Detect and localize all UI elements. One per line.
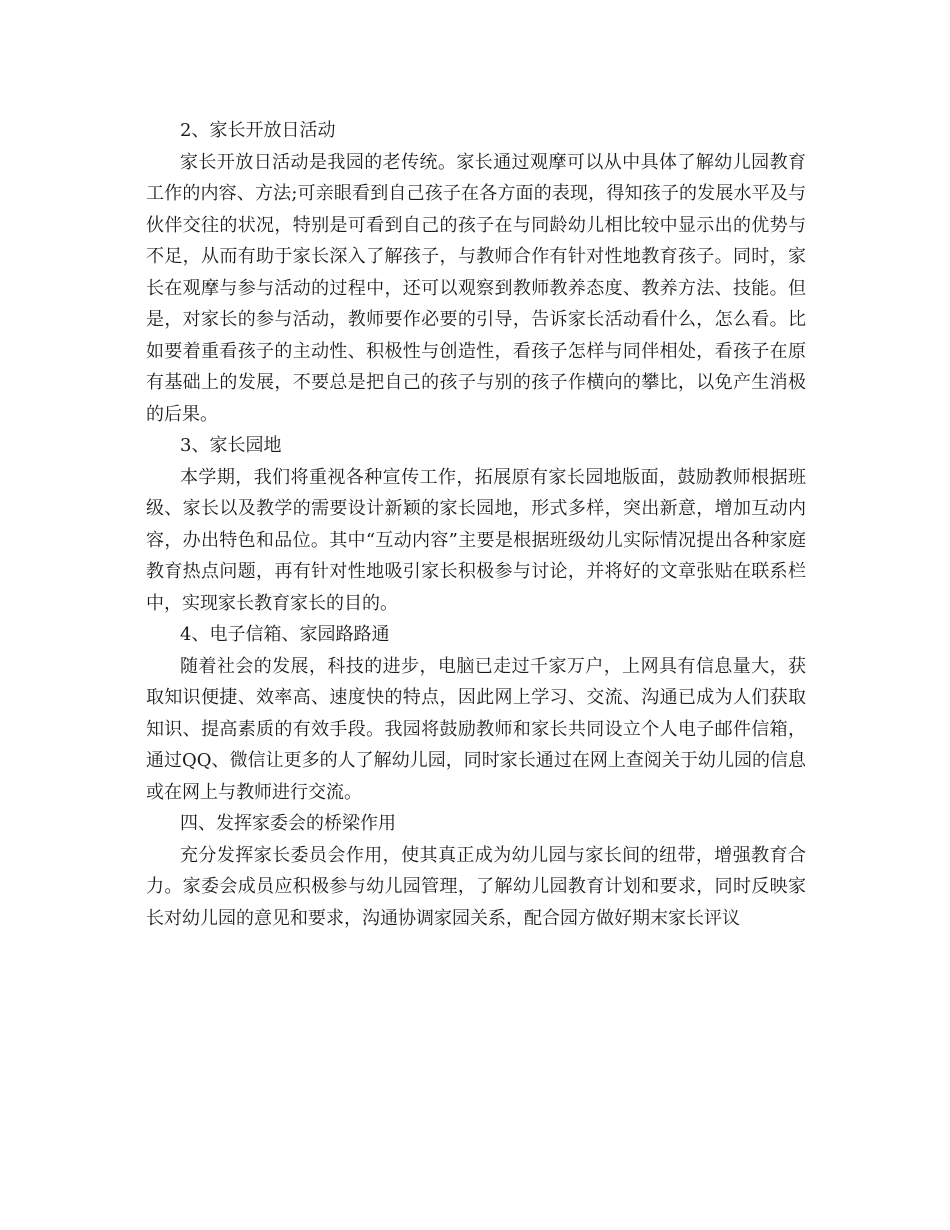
section-body-open-day: 家长开放日活动是我园的老传统。家长通过观摩可以从中具体了解幼儿园教育工作的内容、方法;可亲眼看到自己孩子在各方面的表现，得知孩子的发展水平及与伙伴交往的状况，特别是可看到自己的孩子在与同龄幼儿相比较中显示出的优势与不足，从而有助于家长深入了解孩子，与教师合作有针对性地教育孩子。同时，家长在观摩与参与活动的过程中，还可以观察到教师教养态度、教养方法、技能。但是，对家长的参与活动，教师要作必要的引导，告诉家长活动看什么，怎么看。比如要着重看孩子的主动性、积极性与创造性，看孩子怎样与同伴相处，看孩子在原有基础上的发展，不要总是把自己的孩子与别的孩子作横向的攀比，以免产生消极的后果。 — [146, 151, 806, 425]
section-heading-committee: 四、发挥家委会的桥梁作用 — [180, 813, 396, 834]
section-body-committee: 充分发挥家长委员会作用，使其真正成为幼儿园与家长间的纽带，增强教育合力。家委会成员应积极参与幼儿园管理，了解幼儿园教育计划和要求，同时反映家长对幼儿园的意见和要求，沟通协调家园关系，配合园方做好期末家长评议 — [146, 844, 806, 929]
section-heading-email: 4、电子信箱、家园路路通 — [180, 624, 390, 645]
section-body-parent-garden: 本学期，我们将重视各种宣传工作，拓展原有家长园地版面，鼓励教师根据班级、家长以及教学的需要设计新颖的家长园地，形式多样，突出新意，增加互动内容，办出特色和品位。其中“互动内容”主要是根据班级幼儿实际情况提出各种家庭教育热点问题，再有针对性地吸引家长积极参与讨论，并将好的文章张贴在联系栏中，实现家长教育家长的目的。 — [146, 466, 806, 614]
section-heading-open-day: 2、家长开放日活动 — [180, 120, 336, 141]
section-heading-parent-garden: 3、家长园地 — [180, 435, 282, 456]
document-body — [146, 115, 806, 934]
section-body-email: 随着社会的发展，科技的进步，电脑已走过千家万户，上网具有信息量大，获取知识便捷、效率高、速度快的特点，因此网上学习、交流、沟通已成为人们获取知识、提高素质的有效手段。我园将鼓励教师和家长共同设立个人电子邮件信箱，通过QQ、微信让更多的人了解幼儿园，同时家长通过在网上查阅关于幼儿园的信息或在网上与教师进行交流。 — [146, 655, 806, 803]
